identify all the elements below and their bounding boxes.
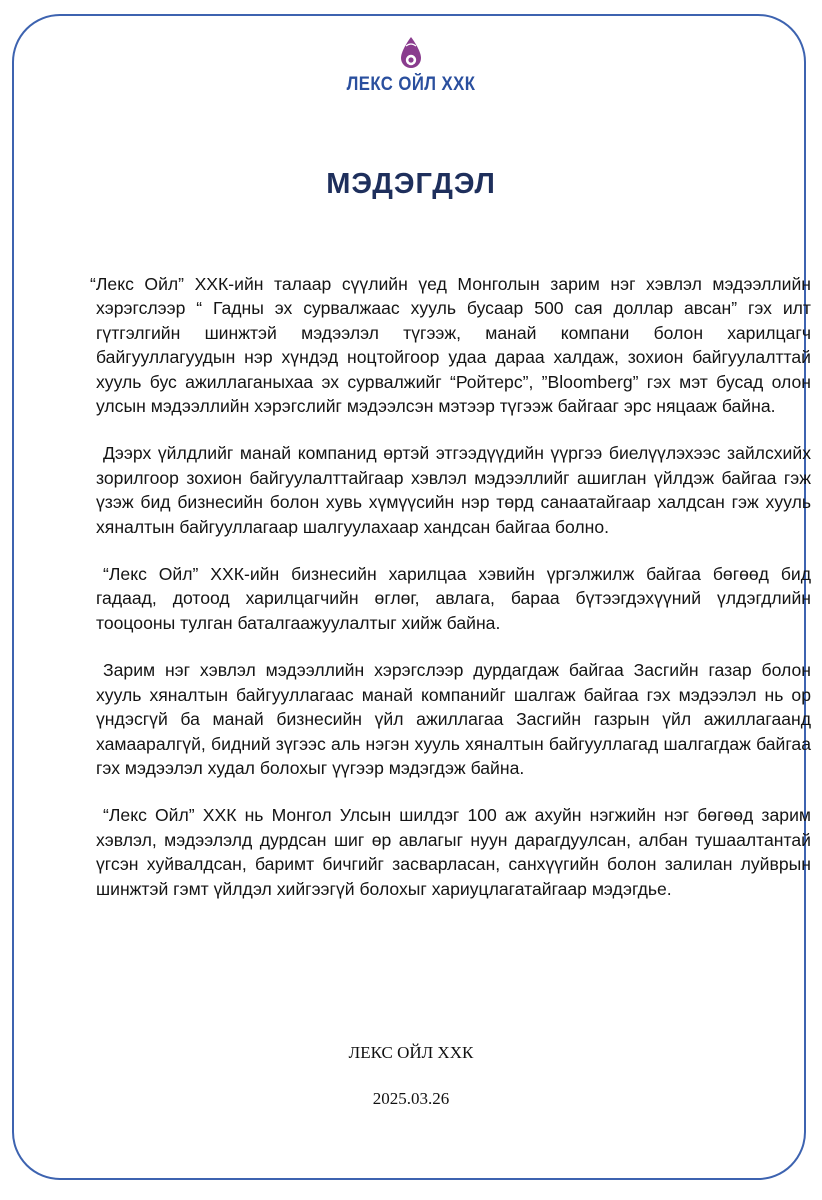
logo-text: ЛЕКС ОЙЛ ХХК (346, 74, 476, 95)
body-paragraph: “Лекс Ойл” ХХК-ийн бизнесийн харилцаа хэвийн үргэлжилж байгаа бөгөөд бид гадаад, дотоод харилцагчийн өглөг, авлага, бараа бүтээгдэхүүний үлдэгдлийн тооцооны тулган баталгаажуулалтыг хийж байна. (96, 564, 811, 633)
oil-drop-icon (396, 36, 426, 72)
body-paragraph: “Лекс Ойл” ХХК нь Монгол Улсын шилдэг 100 аж ахуйн нэгжийн нэг бөгөөд зарим хэвлэл, мэдээлэлд дурдсан шиг өр авлагыг нуун дарагдуулсан, албан тушаалтантай үгсэн хуйвалдсан, баримт бичгийг засварласан, санхүүгийн болон залилан луйврын шинжтэй гэмт үйлдэл хийгээгүй болохыг хариуцлагатайгаар мэдэгдье. (96, 805, 811, 899)
document-date: 2025.03.26 (372, 1089, 450, 1108)
document-title: МЭДЭГДЭЛ (326, 168, 496, 200)
body-paragraph: “Лекс Ойл” ХХК-ийн талаар сүүлийн үед Монголын зарим нэг хэвлэл мэдээллийн хэрэгслээр “ Гадны эх сурвалжаас хууль бусаар 500 сая доллар авсан” гэх илт гүтгэлгийн шинжтэй мэдээлэл түгээж, манай компани болон харилцагч байгууллагуудын нэр хүндэд ноцтойгоор удаа дараа халдаж, зохион байгуулалттай хууль бус ажиллаганыхаа эх сурвалжийг “Ройтерс”, ”Bloomberg” гэх мэт бусад олон улсын мэдээллийн хэрэгслийг мэдээлсэн мэтээр түгээж байгааг эрс няцааж байна. (90, 274, 811, 417)
company-logo (0, 36, 822, 96)
signature-company: ЛЕКС ОЙЛ ХХК (348, 1043, 474, 1062)
document-body (90, 272, 811, 924)
body-paragraph: Зарим нэг хэвлэл мэдээллийн хэрэгслээр дурдагдаж байгаа Засгийн газар болон хууль хяналтын байгууллагаас манай компанийг шалгаж байгаа гэх мэдээлэл нь ор үндэсгүй ба манай бизнесийн үйл ажиллагаа Засгийн газрын үйл ажиллагаанд хамааралгүй, бидний зүгээс аль нэгэн хууль хяналтын байгууллагад шалгагдаж байгаа гэх мэдээлэл худал болохыг үүгээр мэдэгдэж байна. (96, 660, 811, 778)
body-paragraph: Дээрх үйлдлийг манай компанид өртэй этгээдүүдийн үүргээ биелүүлэхээс зайлсхийх зорилгоор зохион байгуулалттайгаар хэвлэл мэдээллийг ашиглан үйлдэж байгаа гэж үзэж бид бизнесийн болон хувь хүмүүсийн нэр төрд санаатайгаар халдсан гэж хууль хяналтын байгууллагаар шалгуулахаар хандсан байгаа болно. (96, 443, 811, 537)
